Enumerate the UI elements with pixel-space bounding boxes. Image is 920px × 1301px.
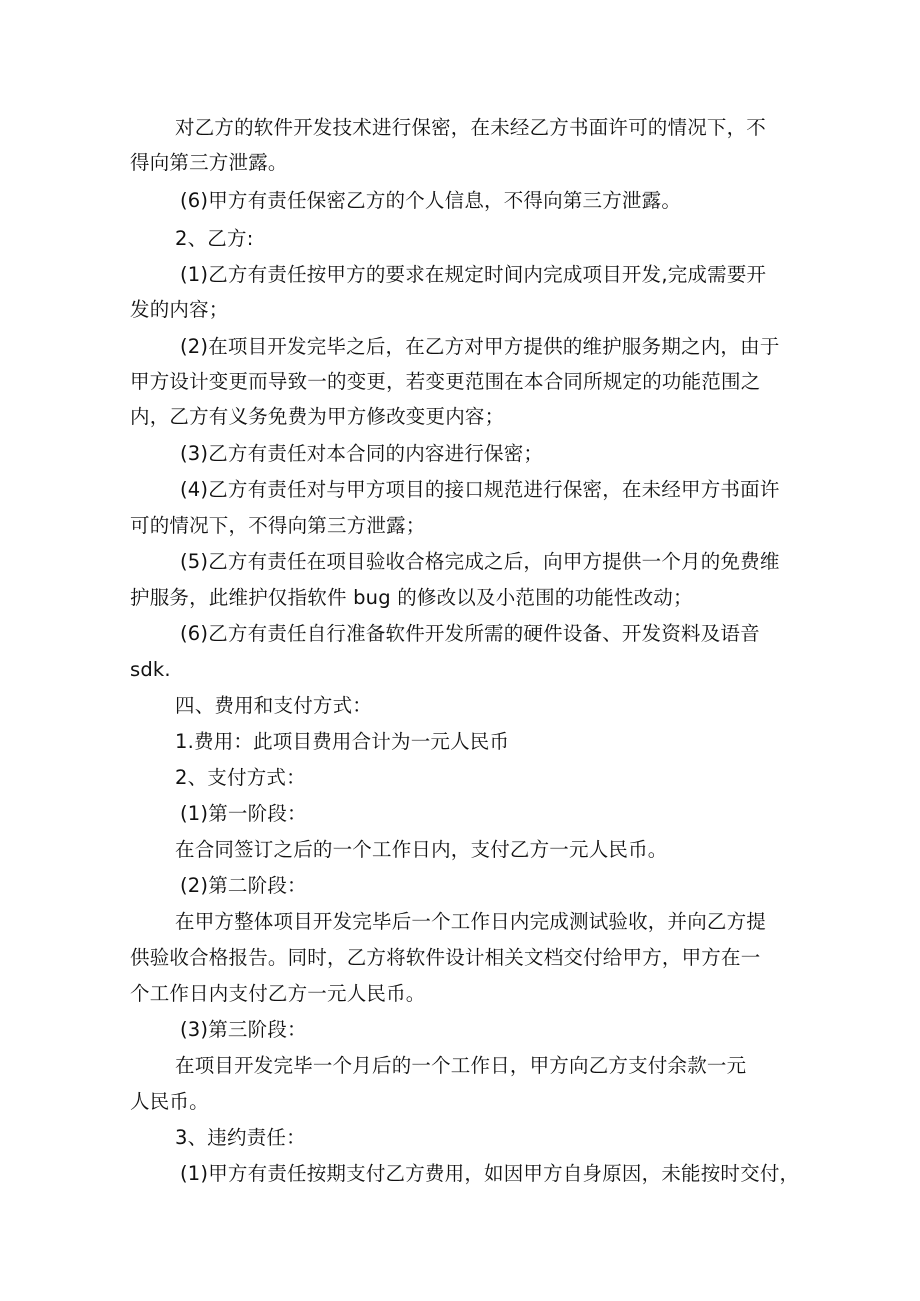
section-heading: 2、乙方:: [175, 227, 254, 250]
paragraph-line: 在项目开发完毕一个月后的一个工作日，甲方向乙方支付余款一元: [175, 1054, 747, 1077]
paragraph-line: 内，乙方有义务免费为甲方修改变更内容；: [130, 405, 505, 428]
paragraph-line: 供验收合格报告。同时，乙方将软件设计相关文档交付给甲方，甲方在一: [130, 946, 761, 969]
paragraph-line: (2)第二阶段：: [180, 874, 307, 897]
paragraph-line: (4)乙方有责任对与甲方项目的接口规范进行保密，在未经甲方书面许: [180, 478, 780, 501]
paragraph-line: 在合同签订之后的一个工作日内，支付乙方一元人民币。: [175, 838, 668, 861]
paragraph-line: 可的情况下，不得向第三方泄露；: [130, 514, 426, 537]
paragraph-line: 得向第三方泄露。: [130, 151, 288, 174]
paragraph-line: (6)乙方有责任自行准备软件开发所需的硬件设备、开发资料及语音: [180, 622, 760, 645]
paragraph-line: 1.费用：此项目费用合计为一元人民币: [175, 730, 510, 753]
paragraph-line: (1)第一阶段：: [180, 802, 307, 825]
paragraph-line: (6)甲方有责任保密乙方的个人信息，不得向第三方泄露。: [180, 189, 682, 212]
paragraph-line: (3)第三阶段：: [180, 1018, 307, 1041]
paragraph-line: 个工作日内支付乙方一元人民币。: [130, 982, 426, 1005]
paragraph-line: 对乙方的软件开发技术进行保密，在未经乙方书面许可的情况下，不: [175, 116, 767, 139]
paragraph-line: 护服务，此维护仅指软件 bug 的修改以及小范围的功能性改动；: [130, 586, 693, 609]
paragraph-line: (3)乙方有责任对本合同的内容进行保密；: [180, 442, 544, 465]
paragraph-line: 甲方设计变更而导致一的变更，若变更范围在本合同所规定的功能范围之: [130, 370, 761, 393]
section-heading: 2、支付方式：: [175, 766, 306, 789]
paragraph-line: 发的内容；: [130, 298, 229, 321]
paragraph-line: (2)在项目开发完毕之后，在乙方对甲方提供的维护服务期之内，由于: [180, 335, 780, 358]
paragraph-line: sdk.: [130, 658, 171, 681]
paragraph-line: 人民币。: [130, 1090, 209, 1113]
paragraph-line: (1)乙方有责任按甲方的要求在规定时间内完成项目开发,完成需要开: [180, 263, 767, 286]
paragraph-line: (1)甲方有责任按期支付乙方费用，如因甲方自身原因，未能按时交付，: [180, 1162, 800, 1185]
section-heading: 四、费用和支付方式：: [175, 694, 373, 717]
paragraph-line: (5)乙方有责任在项目验收合格完成之后，向甲方提供一个月的免费维: [180, 550, 780, 573]
paragraph-line: 在甲方整体项目开发完毕后一个工作日内完成测试验收，并向乙方提: [175, 910, 767, 933]
section-heading: 3、违约责任：: [175, 1126, 306, 1149]
